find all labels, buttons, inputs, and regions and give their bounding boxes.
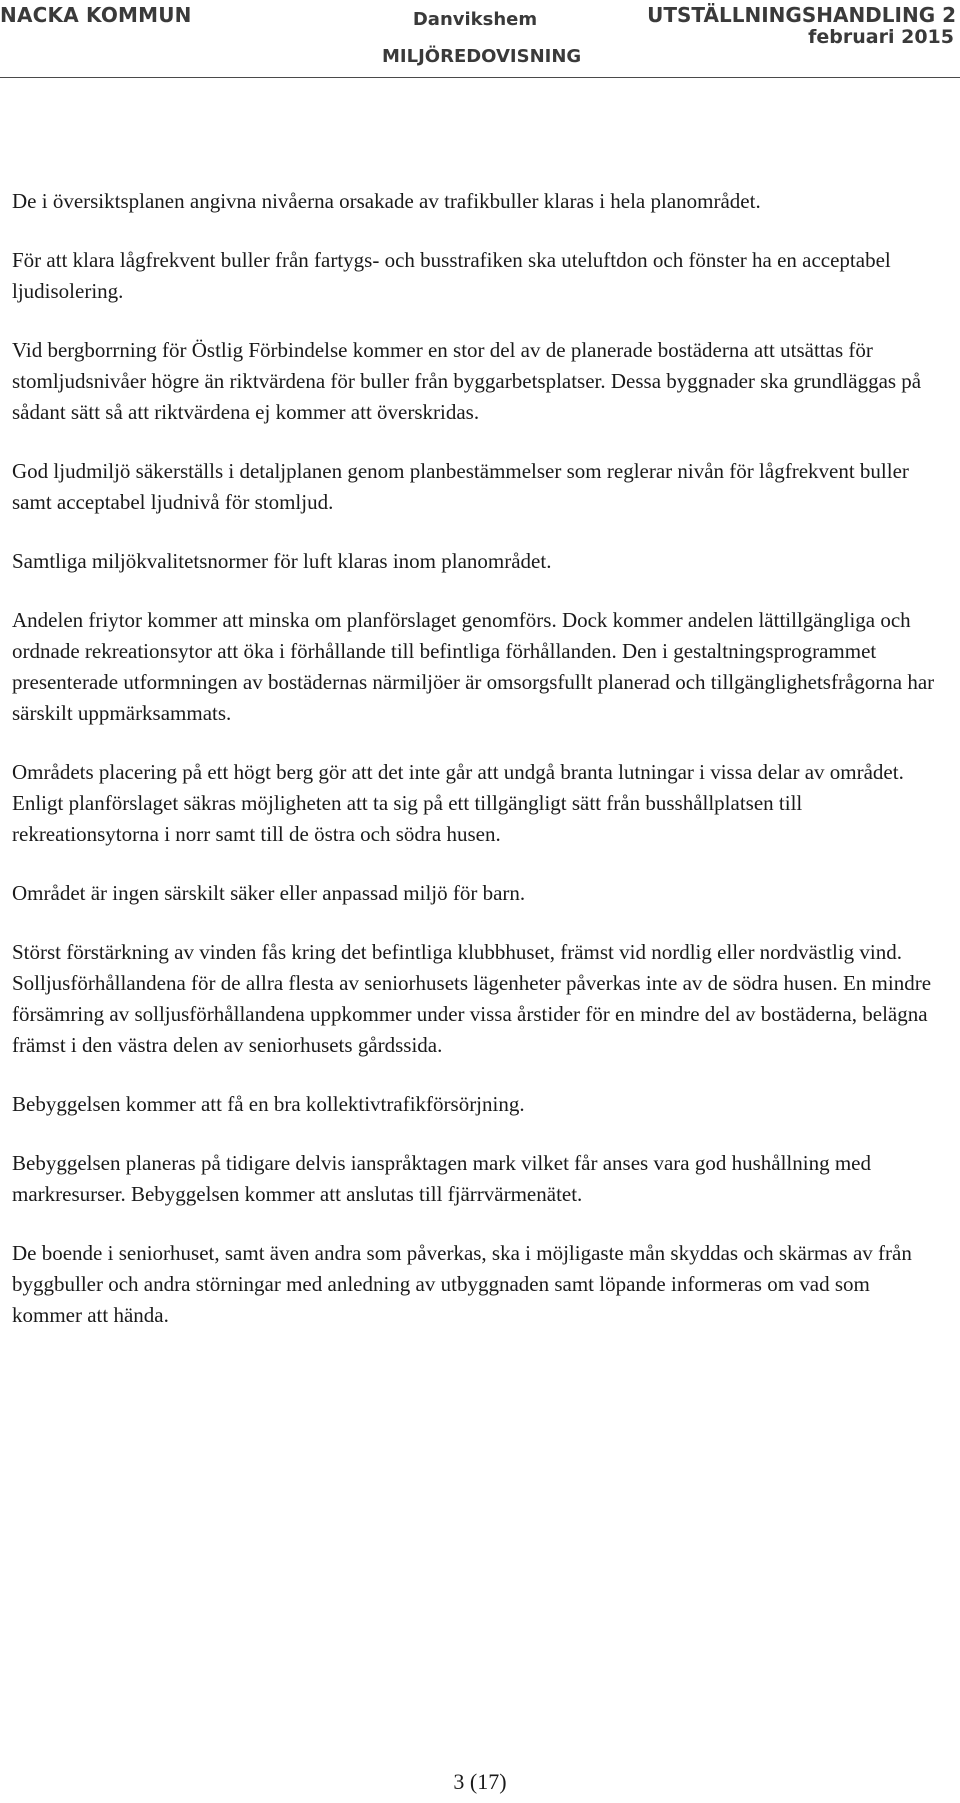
paragraph: Bebyggelsen planeras på tidigare delvis ianspråktagen mark vilket får anses vara god hushållning med markresurser. Bebyggelsen kommer att anslutas till fjärrvärmenätet. — [12, 1151, 871, 1206]
page-header — [0, 0, 960, 78]
document-body — [12, 186, 942, 1359]
project-name: Danvikshem — [412, 9, 538, 30]
document-date: februari 2015 — [808, 26, 954, 48]
paragraph: Samtliga miljökvalitetsnormer för luft klaras inom planområdet. — [12, 549, 552, 573]
document-stage: UTSTÄLLNINGSHANDLING 2 — [647, 3, 956, 27]
document-type: MILJÖREDOVISNING — [382, 46, 582, 67]
page-number: 3 (17) — [453, 1769, 507, 1794]
paragraph: Områdets placering på ett högt berg gör att det inte går att undgå branta lutningar i vissa delar av området. Enligt planförslaget säkras möjligheten att ta sig på ett tillgängligt sätt från busshållplatsen till rekreationsytorna i norr samt till de östra och södra husen. — [12, 760, 904, 846]
paragraph: Andelen friytor kommer att minska om planförslaget genomförs. Dock kommer andelen lättillgängliga och ordnade rekreationsytor att öka i förhållande till befintliga förhållanden. Den i gestaltningsprogrammet presenterade utformningen av bostädernas närmiljöer är omsorgsfullt planerad och tillgänglighetsfrågorna har särskilt uppmärksammats. — [12, 608, 935, 725]
organization-name: NACKA KOMMUN — [0, 3, 192, 27]
paragraph: De boende i seniorhuset, samt även andra som påverkas, ska i möjligaste mån skyddas och skärmas av från byggbuller och andra störningar med anledning av utbyggnaden samt löpande informeras om vad som kommer att hända. — [12, 1241, 912, 1327]
paragraph: God ljudmiljö säkerställs i detaljplanen genom planbestämmelser som reglerar nivån för lågfrekvent buller samt acceptabel ljudnivå för stomljud. — [12, 459, 909, 514]
paragraph: För att klara lågfrekvent buller från fartygs- och busstrafiken ska uteluftdon och fönster ha en acceptabel ljudisolering. — [12, 248, 891, 303]
paragraph: Störst förstärkning av vinden fås kring det befintliga klubbhuset, främst vid nordlig eller nordvästlig vind. Solljusförhållandena för de allra flesta av seniorhusets lägenheter påverkas inte av de södra husen. En mindre försämring av solljusförhållandena uppkommer under vissa årstider för en mindre del av bostäderna, belägna främst i den västra delen av seniorhusets gårdssida. — [12, 940, 932, 1057]
paragraph: De i översiktsplanen angivna nivåerna orsakade av trafikbuller klaras i hela planområdet. — [12, 189, 761, 213]
paragraph: Vid bergborrning för Östlig Förbindelse kommer en stor del av de planerade bostäderna att utsättas för stomljudsnivåer högre än riktvärdena för buller från byggarbetsplatser. Dessa byggnader ska grundläggas på sådant sätt så att riktvärdena ej kommer att överskridas. — [12, 338, 922, 424]
paragraph: Området är ingen särskilt säker eller anpassad miljö för barn. — [12, 881, 526, 905]
paragraph: Bebyggelsen kommer att få en bra kollektivtrafikförsörjning. — [12, 1092, 525, 1116]
header-divider — [0, 77, 960, 78]
